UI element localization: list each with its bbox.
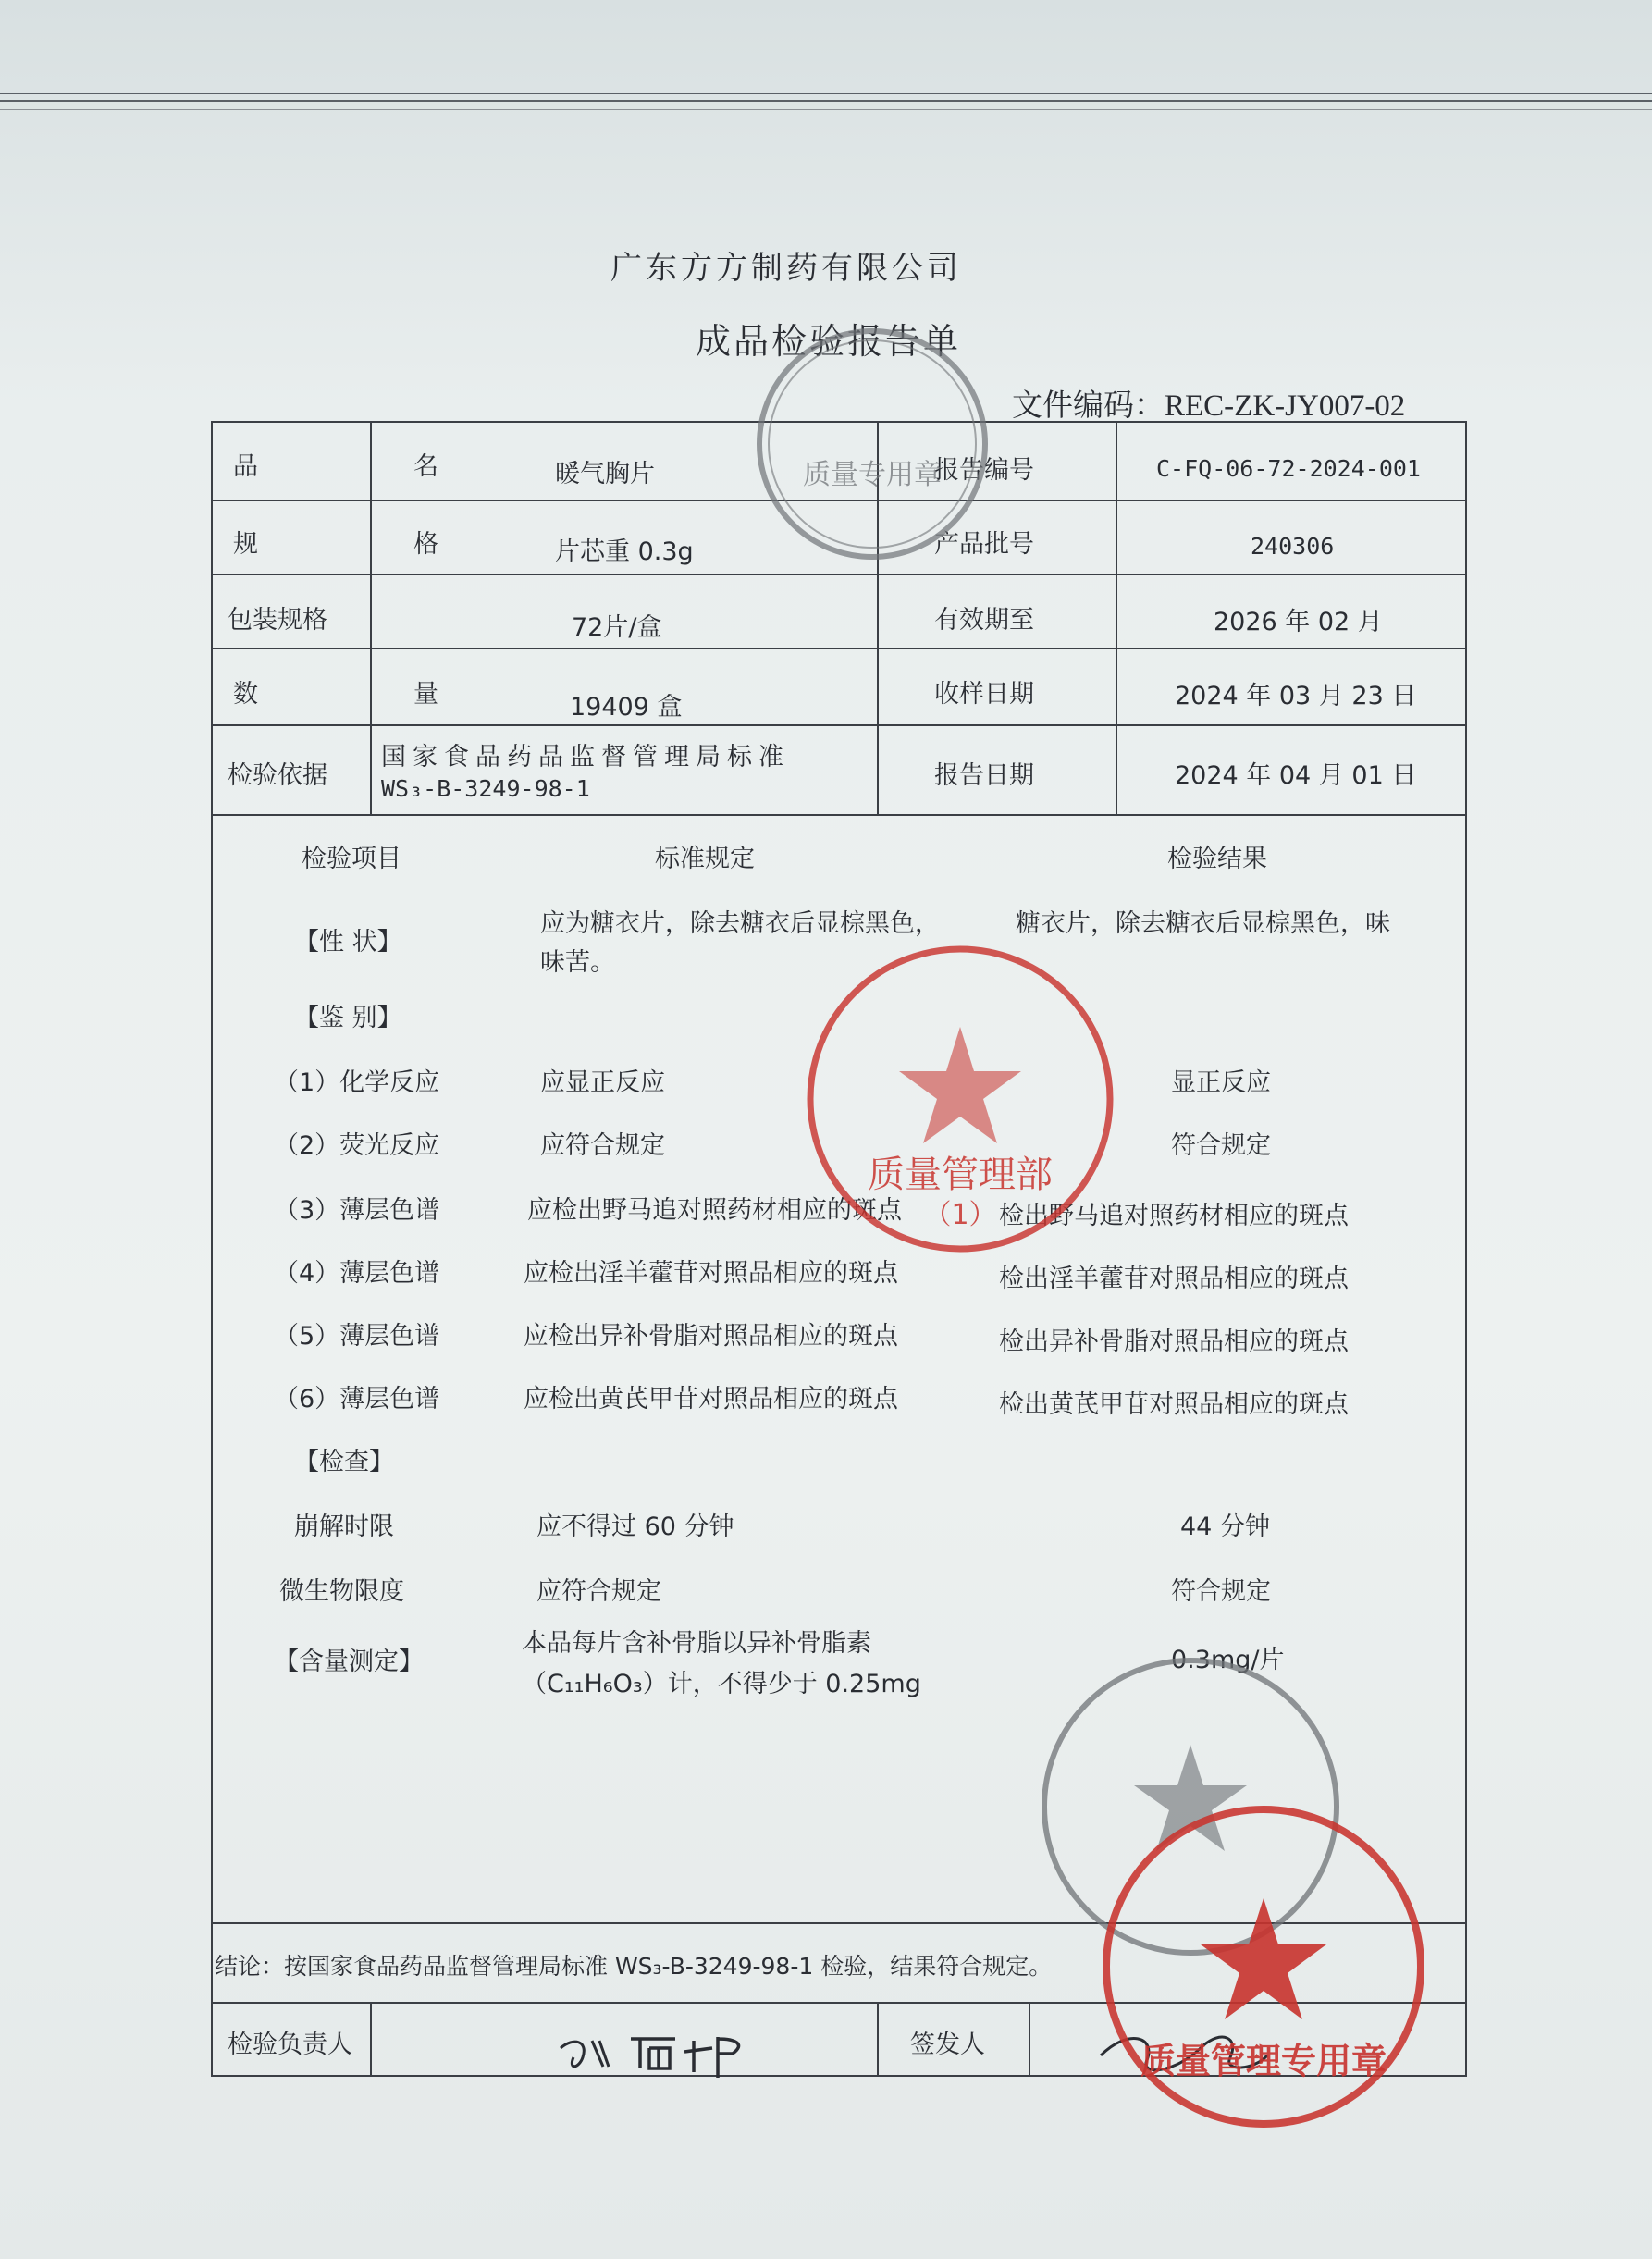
row-standard: 应符合规定 xyxy=(536,1577,661,1606)
xingzhuang-standard-2: 味苦。 xyxy=(540,948,615,977)
basis-line2: WS₃-B-3249-98-1 xyxy=(381,775,590,802)
inspector-label: 检验负责人 xyxy=(228,2031,352,2059)
row-item: （3）薄层色谱 xyxy=(274,1196,440,1225)
hanliang-result: 0.3mg/片 xyxy=(1171,1646,1285,1674)
hanliang-standard-2: （C₁₁H₆O₃）计，不得少于 0.25mg xyxy=(522,1670,921,1698)
section-jiancha: 【检查】 xyxy=(294,1448,394,1476)
svg-text:（1）: （1） xyxy=(923,1199,997,1231)
row-result: 符合规定 xyxy=(1171,1131,1271,1160)
batch-label: 产品批号 xyxy=(934,530,1034,559)
row-item: （2）荧光反应 xyxy=(274,1131,440,1160)
quantity-label: 数 量 xyxy=(233,680,474,709)
section-jianbie: 【鉴 别】 xyxy=(294,1004,402,1032)
spec-value: 片芯重 0.3g xyxy=(555,537,694,566)
row-standard: 应检出野马追对照药材相应的斑点 xyxy=(527,1196,902,1225)
top-rule xyxy=(0,93,1652,94)
row-result: 检出异补骨脂对照品相应的斑点 xyxy=(999,1327,1349,1356)
row-item: 微生物限度 xyxy=(279,1577,404,1606)
top-rule xyxy=(0,109,1652,110)
row-item: （4）薄层色谱 xyxy=(274,1259,440,1288)
row-item: （6）薄层色谱 xyxy=(274,1385,440,1413)
col-header-result: 检验结果 xyxy=(1167,845,1267,873)
row-result: 显正反应 xyxy=(1171,1068,1271,1097)
row-result: 检出野马追对照药材相应的斑点 xyxy=(999,1202,1349,1230)
expiry-label: 有效期至 xyxy=(934,606,1034,635)
row-standard: 应检出异补骨脂对照品相应的斑点 xyxy=(524,1322,898,1351)
expiry-value: 2026 年 02 月 xyxy=(1214,608,1383,636)
svg-text:质量管理部: 质量管理部 xyxy=(868,1154,1053,1196)
name-label: 品 名 xyxy=(233,452,474,481)
row-item: （1）化学反应 xyxy=(274,1068,440,1097)
report-no-value: C-FQ-06-72-2024-001 xyxy=(1156,455,1421,482)
row-result: 符合规定 xyxy=(1171,1577,1271,1606)
row-item: 崩解时限 xyxy=(294,1512,394,1541)
quantity-value: 19409 盒 xyxy=(570,693,683,722)
pharma-company-seal-red xyxy=(1097,1800,1430,2133)
basis-label: 检验依据 xyxy=(228,761,327,790)
sample-date-label: 收样日期 xyxy=(934,680,1034,709)
name-value: 暖气胸片 xyxy=(555,460,655,488)
hanliang-standard-1: 本品每片含补骨脂以异补骨脂素 xyxy=(522,1629,871,1658)
svg-text:质量专用章: 质量专用章 xyxy=(803,459,942,491)
section-hanliang: 【含量测定】 xyxy=(274,1648,424,1676)
row-standard: 应符合规定 xyxy=(540,1131,665,1160)
company-name: 广东方方制药有限公司 xyxy=(610,250,962,287)
report-no-label: 报告编号 xyxy=(934,456,1034,485)
report-date-label: 报告日期 xyxy=(934,761,1034,790)
report-date-value: 2024 年 04 月 01 日 xyxy=(1175,761,1417,790)
document-number: 文件编码：REC-ZK-JY007-02 xyxy=(1012,389,1406,423)
row-standard: 应检出淫羊藿苷对照品相应的斑点 xyxy=(524,1259,898,1288)
xingzhuang-result: 糖衣片，除去糖衣后显棕黑色，味 xyxy=(1016,909,1390,938)
pack-value: 72片/盒 xyxy=(572,613,662,642)
col-header-item: 检验项目 xyxy=(302,845,401,873)
inspector-signature xyxy=(555,2020,795,2085)
top-rule xyxy=(0,100,1652,102)
row-result: 检出淫羊藿苷对照品相应的斑点 xyxy=(999,1265,1349,1293)
company-seal-faded xyxy=(747,319,997,569)
pack-label: 包装规格 xyxy=(228,606,327,635)
svg-text:质量管理专用章: 质量管理专用章 xyxy=(1140,2041,1387,2081)
batch-value: 240306 xyxy=(1251,533,1335,560)
quality-dept-seal xyxy=(803,942,1117,1256)
row-item: （5）薄层色谱 xyxy=(274,1322,440,1351)
col-header-standard: 标准规定 xyxy=(655,845,755,873)
basis-line1: 国家食品药品监督管理局标准 xyxy=(381,743,790,772)
row-standard: 应不得过 60 分钟 xyxy=(536,1512,734,1541)
xingzhuang-standard-1: 应为糖衣片，除去糖衣后显棕黑色， xyxy=(540,909,940,938)
section-xingzhuang: 【性 状】 xyxy=(294,928,402,957)
issuer-label: 签发人 xyxy=(910,2031,985,2059)
row-standard: 应显正反应 xyxy=(540,1068,665,1097)
spec-label: 规 格 xyxy=(233,530,474,559)
sample-date-value: 2024 年 03 月 23 日 xyxy=(1175,682,1417,710)
row-result: 44 分钟 xyxy=(1180,1512,1270,1541)
row-result: 检出黄芪甲苷对照品相应的斑点 xyxy=(999,1390,1349,1419)
document-title: 成品检验报告单 xyxy=(696,321,962,362)
row-standard: 应检出黄芪甲苷对照品相应的斑点 xyxy=(524,1385,898,1413)
conclusion: 结论：按国家食品药品监督管理局标准 WS₃-B-3249-98-1 检验，结果符合规定。 xyxy=(215,1953,1053,1980)
